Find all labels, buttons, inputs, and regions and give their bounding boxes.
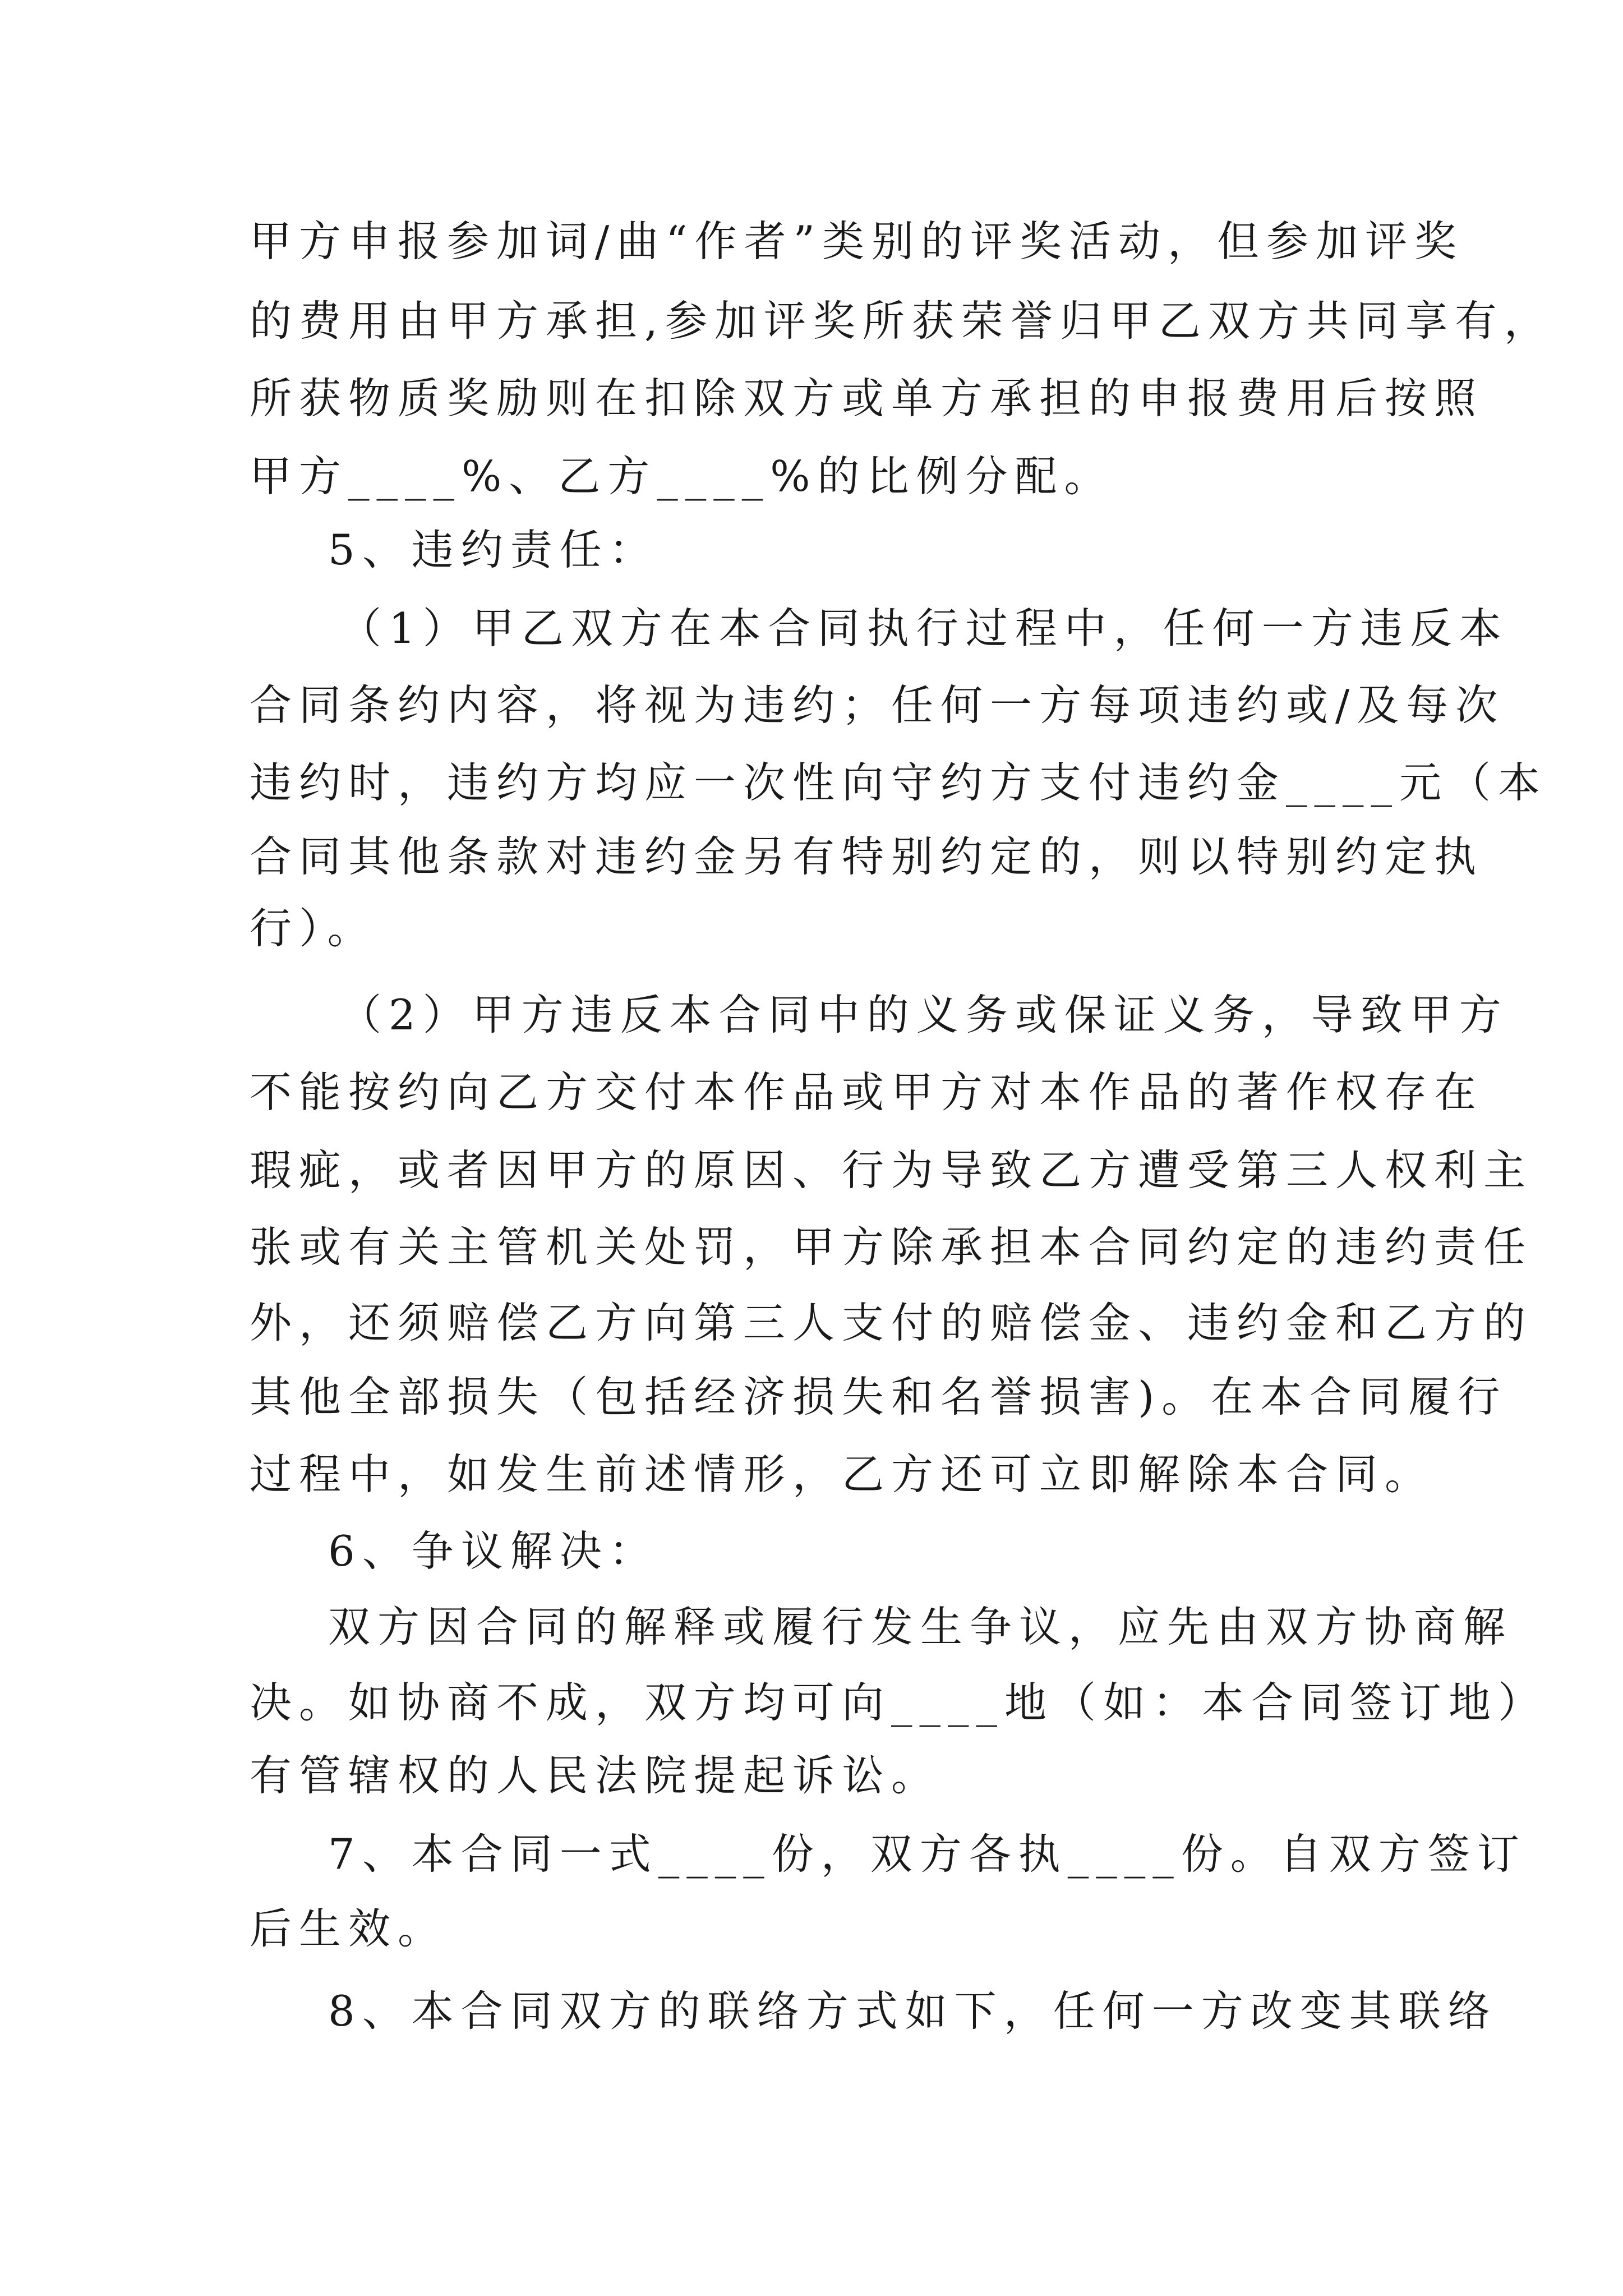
section-heading: 5、违约责任： [328, 525, 658, 574]
paragraph-line: （1）甲乙双方在本合同执行过程中，任何一方违反本 [339, 604, 1509, 653]
paragraph-line: 的费用由甲方承担,参加评奖所获荣誉归甲乙双方共同享有， [250, 296, 1553, 346]
paragraph-line: 所获物质奖励则在扣除双方或单方承担的申报费用后按照 [250, 374, 1484, 423]
paragraph-line: 7、本合同一式____份，双方各执____份。自双方签订 [328, 1829, 1527, 1879]
paragraph-line: 张或有关主管机关处罚，甲方除承担本合同约定的违约责任 [250, 1222, 1533, 1272]
paragraph-line: 其他全部损失（包括经济损失和名誉损害)。在本合同履行 [250, 1372, 1507, 1421]
paragraph-line: 甲方申报参加词/曲“作者”类别的评奖活动，但参加评奖 [250, 217, 1464, 266]
paragraph-line: 行）。 [250, 904, 377, 953]
paragraph-line: 后生效。 [250, 1904, 448, 1953]
section-heading: 6、争议解决： [328, 1526, 658, 1576]
paragraph-line: 过程中，如发生前述情形，乙方还可立即解除本合同。 [250, 1450, 1435, 1499]
paragraph-line: 瑕疵，或者因甲方的原因、行为导致乙方遭受第三人权利主 [250, 1145, 1533, 1195]
paragraph-line: 外，还须赔偿乙方向第三人支付的赔偿金、违约金和乙方的 [250, 1298, 1533, 1347]
paragraph-line: 8、本合同双方的联络方式如下，任何一方改变其联络 [328, 1986, 1497, 2036]
paragraph-line: 有管辖权的人民法院提起诉讼。 [250, 1751, 941, 1800]
paragraph-line: 甲方____%、乙方____%的比例分配。 [250, 452, 1114, 501]
paragraph-line: 决。如协商不成，双方均可向____地（如：本合同签订地） [250, 1678, 1548, 1727]
paragraph-line: 不能按约向乙方交付本作品或甲方对本作品的著作权存在 [250, 1068, 1484, 1117]
paragraph-line: 违约时，违约方均应一次性向守约方支付违约金____元（本 [250, 758, 1548, 807]
paragraph-line: 合同条约内容，将视为违约；任何一方每项违约或/及每次 [250, 680, 1505, 730]
paragraph-line: （2）甲方违反本合同中的义务或保证义务，导致甲方 [339, 990, 1509, 1039]
paragraph-line: 双方因合同的解释或履行发生争议，应先由双方协商解 [328, 1602, 1513, 1651]
paragraph-line: 合同其他条款对违约金另有特别约定的，则以特别约定执 [250, 832, 1484, 881]
